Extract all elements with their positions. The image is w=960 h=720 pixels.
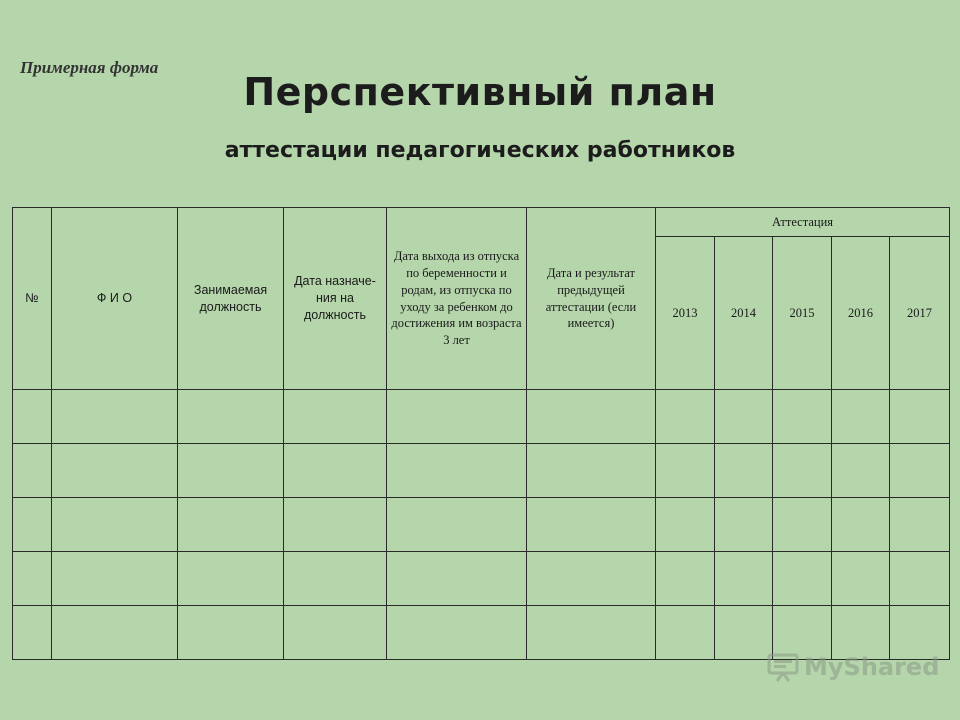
table-cell[interactable] — [52, 390, 178, 444]
table-row — [13, 498, 950, 552]
table-cell[interactable] — [890, 552, 950, 606]
table-cell[interactable] — [715, 606, 773, 660]
table-cell[interactable] — [284, 552, 387, 606]
table-cell[interactable] — [284, 606, 387, 660]
header-position: Занимаемая должность — [178, 208, 284, 390]
page-subtitle: аттестации педагогических работников — [224, 138, 736, 163]
header-year: 2013 — [656, 237, 715, 390]
table-cell[interactable] — [527, 444, 656, 498]
table-cell[interactable] — [715, 390, 773, 444]
table-cell[interactable] — [387, 390, 527, 444]
table-row — [13, 552, 950, 606]
header-leave-return-date: Дата выхода из отпуска по беременности и родам, из отпуска по уходу за ребенком до достижения им возраста 3 лет — [387, 208, 527, 390]
table-cell[interactable] — [178, 606, 284, 660]
table-cell[interactable] — [890, 498, 950, 552]
myshared-watermark — [766, 652, 939, 682]
table-cell[interactable] — [387, 498, 527, 552]
table-cell[interactable] — [832, 552, 890, 606]
table-cell[interactable] — [527, 498, 656, 552]
presentation-board-icon — [766, 652, 800, 682]
table-cell[interactable] — [832, 498, 890, 552]
table-cell[interactable] — [773, 444, 832, 498]
table-cell[interactable] — [890, 390, 950, 444]
table-cell[interactable] — [715, 498, 773, 552]
watermark-text: MyShared — [804, 653, 940, 681]
table-cell[interactable] — [52, 498, 178, 552]
table-cell[interactable] — [656, 444, 715, 498]
table-cell[interactable] — [656, 498, 715, 552]
table-cell[interactable] — [527, 390, 656, 444]
table-cell[interactable] — [387, 552, 527, 606]
table-cell[interactable] — [527, 606, 656, 660]
table-row — [13, 390, 950, 444]
header-number: № — [13, 208, 52, 390]
table-cell[interactable] — [715, 444, 773, 498]
table-cell[interactable] — [178, 498, 284, 552]
attestation-plan-table — [12, 207, 950, 660]
table-cell[interactable] — [656, 552, 715, 606]
header-attestation: Аттестация — [656, 208, 950, 237]
table-cell[interactable] — [773, 390, 832, 444]
table-cell[interactable] — [715, 552, 773, 606]
table-cell[interactable] — [527, 552, 656, 606]
table-cell[interactable] — [832, 444, 890, 498]
table-cell[interactable] — [13, 390, 52, 444]
header-previous-attestation: Дата и результат предыдущей аттестации (если имеется) — [527, 208, 656, 390]
table-cell[interactable] — [773, 552, 832, 606]
table-body — [13, 390, 950, 660]
table-cell[interactable] — [387, 606, 527, 660]
table-cell[interactable] — [52, 552, 178, 606]
header-appointment-date: Дата назначе-ния на должность — [284, 208, 387, 390]
table-cell[interactable] — [178, 444, 284, 498]
header-fio: Ф И О — [52, 208, 178, 390]
table-cell[interactable] — [656, 390, 715, 444]
table-cell[interactable] — [284, 444, 387, 498]
table-cell[interactable] — [284, 390, 387, 444]
table-cell[interactable] — [13, 606, 52, 660]
header-year: 2014 — [715, 237, 773, 390]
table-cell[interactable] — [387, 444, 527, 498]
header-year: 2016 — [832, 237, 890, 390]
page-title: Перспективный план — [243, 70, 717, 114]
table-cell[interactable] — [832, 390, 890, 444]
table-cell[interactable] — [13, 444, 52, 498]
table-cell[interactable] — [284, 498, 387, 552]
table-row — [13, 444, 950, 498]
table-cell[interactable] — [13, 498, 52, 552]
table-cell[interactable] — [773, 498, 832, 552]
table-cell[interactable] — [52, 606, 178, 660]
header-year: 2017 — [890, 237, 950, 390]
sample-form-label: Примерная форма — [20, 58, 159, 77]
table-cell[interactable] — [178, 390, 284, 444]
header-year: 2015 — [773, 237, 832, 390]
table-cell[interactable] — [52, 444, 178, 498]
table-cell[interactable] — [890, 444, 950, 498]
table-cell[interactable] — [178, 552, 284, 606]
table-cell[interactable] — [13, 552, 52, 606]
table-cell[interactable] — [656, 606, 715, 660]
